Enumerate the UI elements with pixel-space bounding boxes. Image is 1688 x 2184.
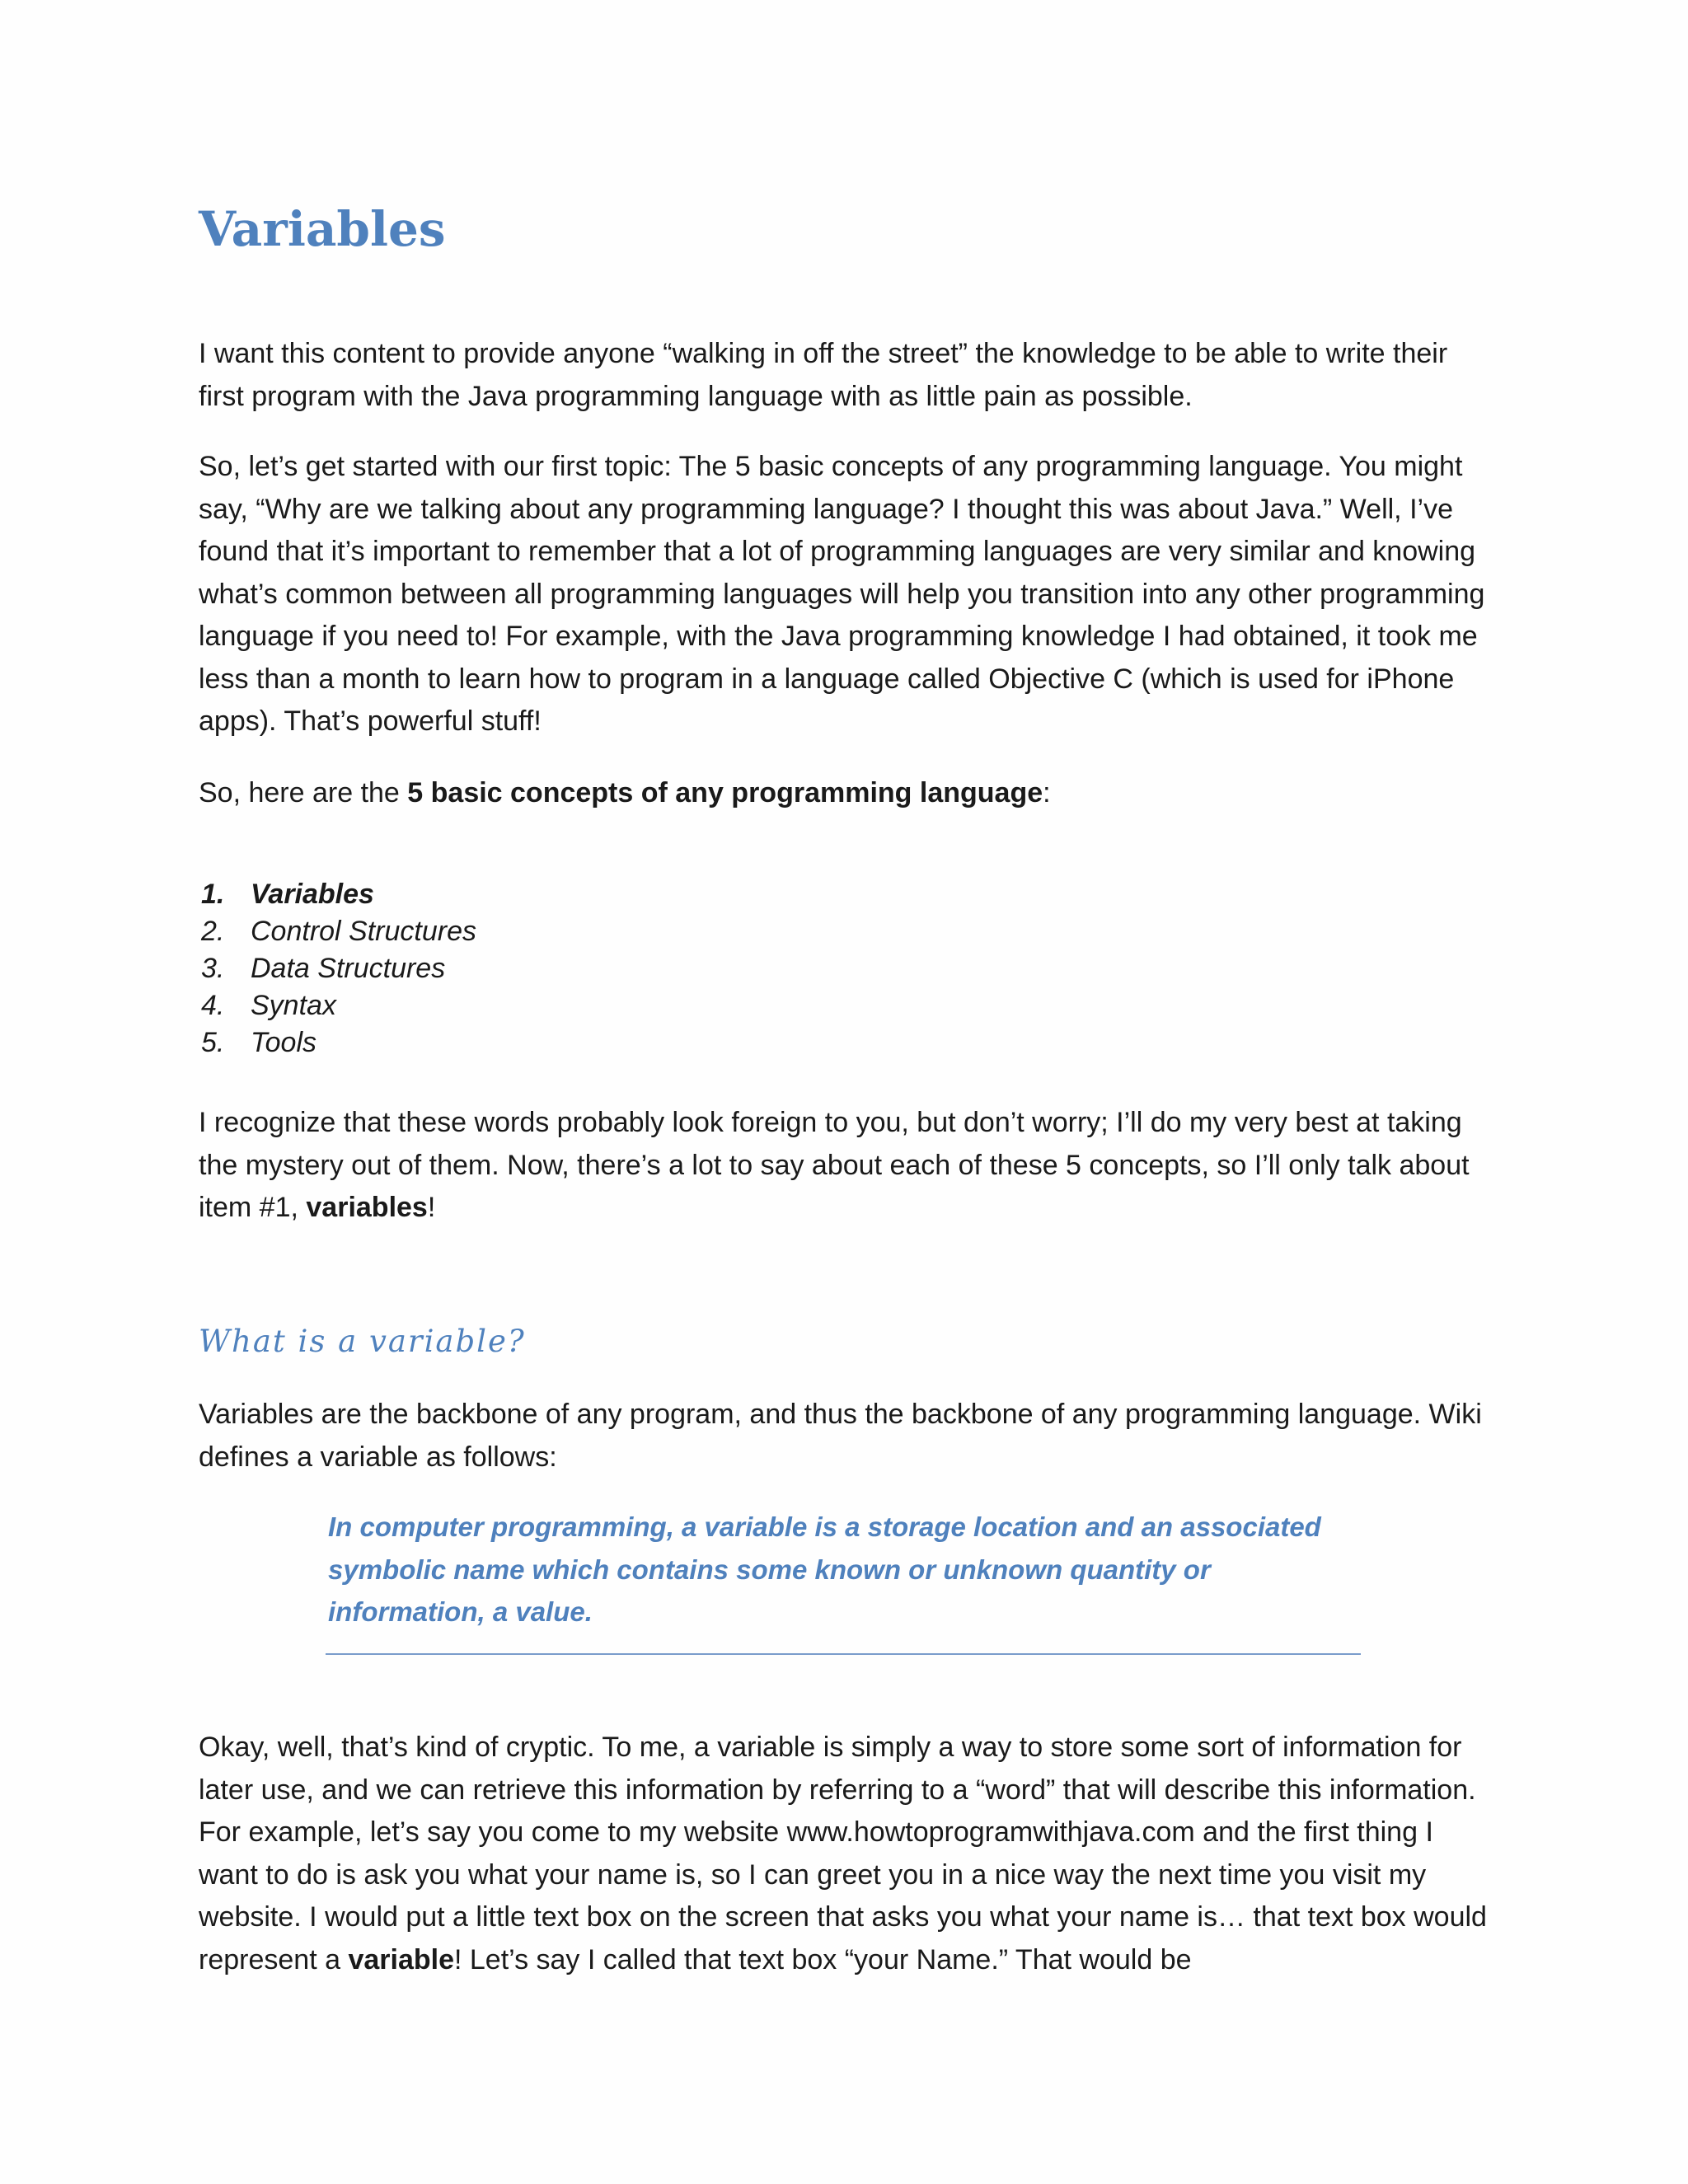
definition-intro-paragraph: Variables are the backbone of any program, and thus the backbone of any programming language. Wiki defines a variable as follows: (199, 1399, 1482, 1473)
list-item-label: Control Structures (251, 916, 476, 947)
closing-end: ! Let’s say I called that text box “your Name.” That would be (453, 1943, 1192, 1975)
list-item (199, 987, 476, 1024)
list-item-number: 3. (201, 953, 225, 984)
list-item-number: 4. (201, 990, 225, 1021)
list-intro-text: So, here are the (199, 777, 408, 808)
closing-paragraph (199, 1727, 1493, 1981)
list-item-number: 5. (201, 1027, 225, 1058)
section-subheading: What is a variable? (199, 1324, 526, 1359)
closing-bold: variable (348, 1943, 454, 1975)
list-item (199, 913, 476, 950)
list-item (199, 950, 476, 987)
recognize-text: I recognize that these words probably look foreign to you, but don’t worry; I’ll do my very best at taking the mystery out of them. Now, there’s a lot to say about each of these 5 concepts, so I’ll only talk about item #1, (199, 1107, 1470, 1223)
quote-text: In computer programming, a variable is a storage location and an associated symbolic name which contains some known or unknown quantity or information, a value. (328, 1511, 1321, 1627)
closing-text: Okay, well, that’s kind of cryptic. To me, a variable is simply a way to store some sort of information for later use, and we can retrieve this information by referring to a “word” that will describe this information. For example, let’s say you come to my website www.howtoprogramwithjava.com and the first thing I want to do is ask you what your name is, so I can greet you in a nice way the next time you visit my website. I would put a little text box on the screen that asks you what your name is… that text box would represent a (199, 1732, 1487, 1975)
list-item-label: Syntax (251, 990, 336, 1021)
list-item-number: 1. (201, 879, 225, 910)
page-title: Variables (199, 201, 446, 257)
list-item (199, 876, 476, 913)
recognize-bold: variables (306, 1192, 428, 1223)
concepts-list (199, 876, 476, 1062)
recognize-end: ! (427, 1192, 436, 1223)
concepts-paragraph: So, let’s get started with our first topic: The 5 basic concepts of any programming language. You might say, “Why are we talking about any programming language? I thought this was about Java.” Well, I’ve found that it’s important to remember that a lot of programming languages are very similar and knowing what’s common between all programming languages will help you transition into any other programming language if you need to! For example, with the Java programming knowledge I had obtained, it took me less than a month to learn how to program in a language called Objective C (which is used for iPhone apps). That’s powerful stuff! (199, 451, 1485, 737)
list-item (199, 1024, 476, 1062)
list-intro-paragraph (199, 772, 1493, 815)
list-item-number: 2. (201, 916, 225, 947)
list-item-label: Tools (251, 1027, 317, 1058)
recognize-paragraph (199, 1102, 1493, 1230)
list-item-label: Variables (251, 879, 374, 910)
list-intro-colon: : (1043, 777, 1051, 808)
list-item-label: Data Structures (251, 953, 446, 984)
list-intro-bold: 5 basic concepts of any programming language (407, 777, 1043, 808)
intro-paragraph: I want this content to provide anyone “walking in off the street” the knowledge to be able to write their first program with the Java programming language with as little pain as possible. (199, 338, 1448, 412)
definition-quote (326, 1506, 1361, 1655)
